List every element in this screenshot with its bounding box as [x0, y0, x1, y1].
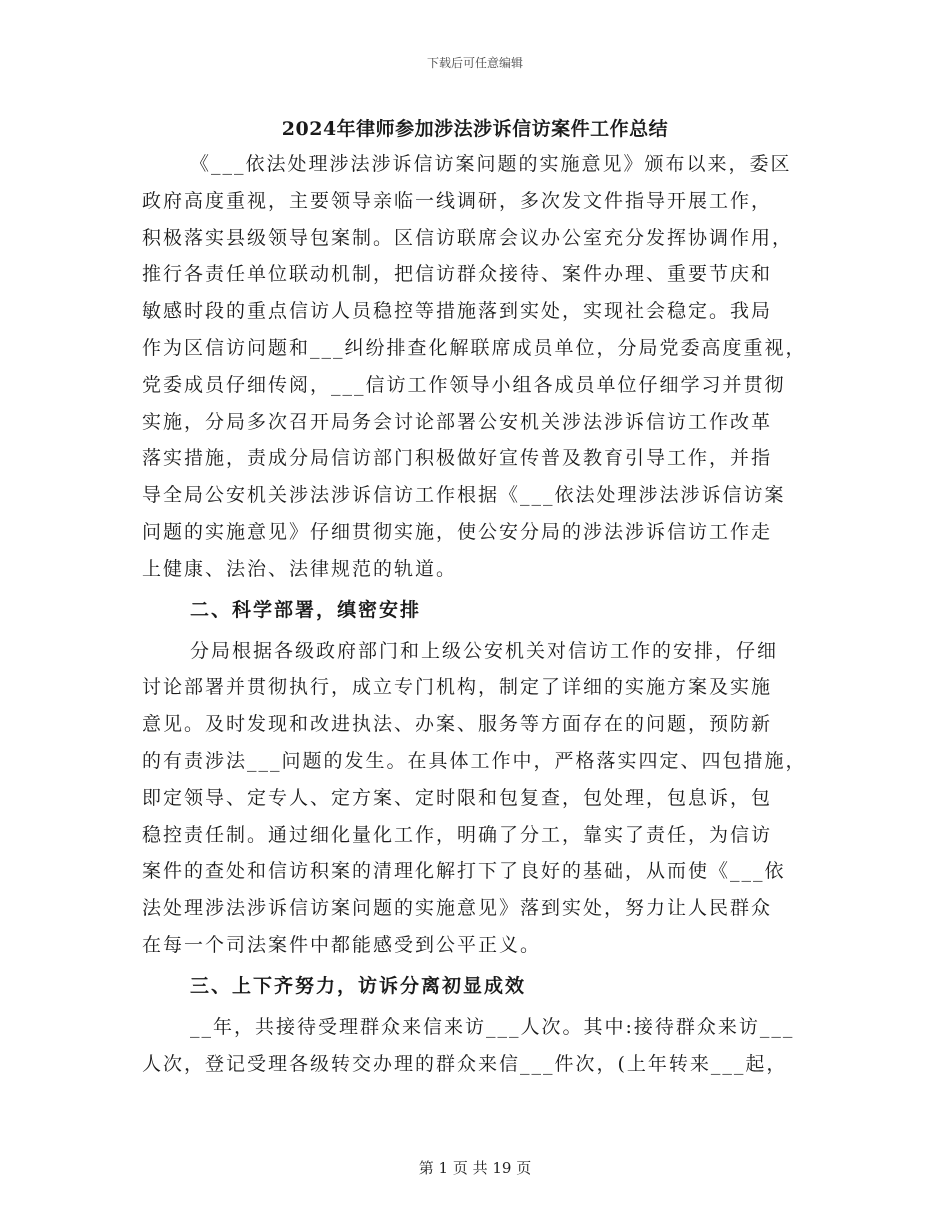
header-note: 下载后可任意编辑: [426, 56, 523, 70]
paragraph-2: [142, 633, 822, 964]
document-body: [142, 146, 822, 1082]
paragraph-line: 讨论部署并贯彻执行，成立专门机构，制定了详细的实施方案及实施: [142, 676, 773, 699]
section-heading-2: 二、科学部署，缜密安排: [190, 598, 422, 621]
paragraph-line: 上健康、法治、法律规范的轨道。: [142, 557, 458, 580]
page-footer: 第 1 页 共 19 页: [418, 1159, 532, 1177]
paragraph-line: 稳控责任制。通过细化量化工作，明确了分工，靠实了责任，为信访: [142, 823, 773, 846]
paragraph-line: 的有责涉法___问题的发生。在具体工作中，严格落实四定、四包措施，: [142, 749, 807, 772]
paragraph-line: 作为区信访问题和___纠纷排查化解联席成员单位，分局党委高度重视，: [142, 336, 807, 359]
paragraph-line: 案件的查处和信访积案的清理化解打下了良好的基础，从而使《___依: [142, 860, 786, 883]
paragraph-1: [142, 146, 822, 588]
paragraph-line: 《___依法处理涉法涉诉信访案问题的实施意见》颁布以来，委区: [190, 153, 792, 175]
paragraph-line: 积极落实县级领导包案制。区信访联席会议办公室充分发挥协调作用，: [142, 226, 794, 249]
paragraph-line: 即定领导、定专人、定方案、定时限和包复查，包处理，包息诉，包: [142, 786, 773, 809]
paragraph-line: 问题的实施意见》仔细贯彻实施，使公安分局的涉法涉诉信访工作走: [142, 520, 773, 543]
paragraph-line: 人次，登记受理各级转交办理的群众来信___件次，(上年转来___起，: [142, 1052, 788, 1075]
paragraph-3: [142, 1009, 822, 1083]
paragraph-line: 导全局公安机关涉法涉诉信访工作根据《___依法处理涉法涉诉信访案: [142, 484, 786, 507]
paragraph-line: 在每一个司法案件中都能感受到公平正义。: [142, 933, 542, 956]
document-title: 2024年律师参加涉法涉诉信访案件工作总结: [281, 118, 669, 140]
paragraph-line: 敏感时段的重点信访人员稳控等措施落到实处，实现社会稳定。我局: [142, 300, 773, 323]
section-heading-3: 三、上下齐努力，访诉分离初显成效: [190, 974, 527, 997]
paragraph-line: 实施，分局多次召开局务会讨论部署公安机关涉法涉诉信访工作改革: [142, 410, 773, 433]
paragraph-line: 推行各责任单位联动机制，把信访群众接待、案件办理、重要节庆和: [142, 263, 773, 286]
paragraph-line: 分局根据各级政府部门和上级公安机关对信访工作的安排，仔细: [190, 639, 779, 662]
paragraph-line: 党委成员仔细传阅，___信访工作领导小组各成员单位仔细学习并贯彻: [142, 373, 786, 396]
paragraph-line: 意见。及时发现和改进执法、办案、服务等方面存在的问题，预防新: [142, 713, 773, 736]
paragraph-line: 落实措施，责成分局信访部门积极做好宣传普及教育引导工作，并指: [142, 447, 773, 470]
paragraph-line: 法处理涉法涉诉信访案问题的实施意见》落到实处，努力让人民群众: [142, 897, 773, 920]
paragraph-line: 政府高度重视，主要领导亲临一线调研，多次发文件指导开展工作，: [142, 189, 773, 212]
paragraph-line: __年，共接待受理群众来信来访___人次。其中:接待群众来访___: [190, 1015, 795, 1038]
